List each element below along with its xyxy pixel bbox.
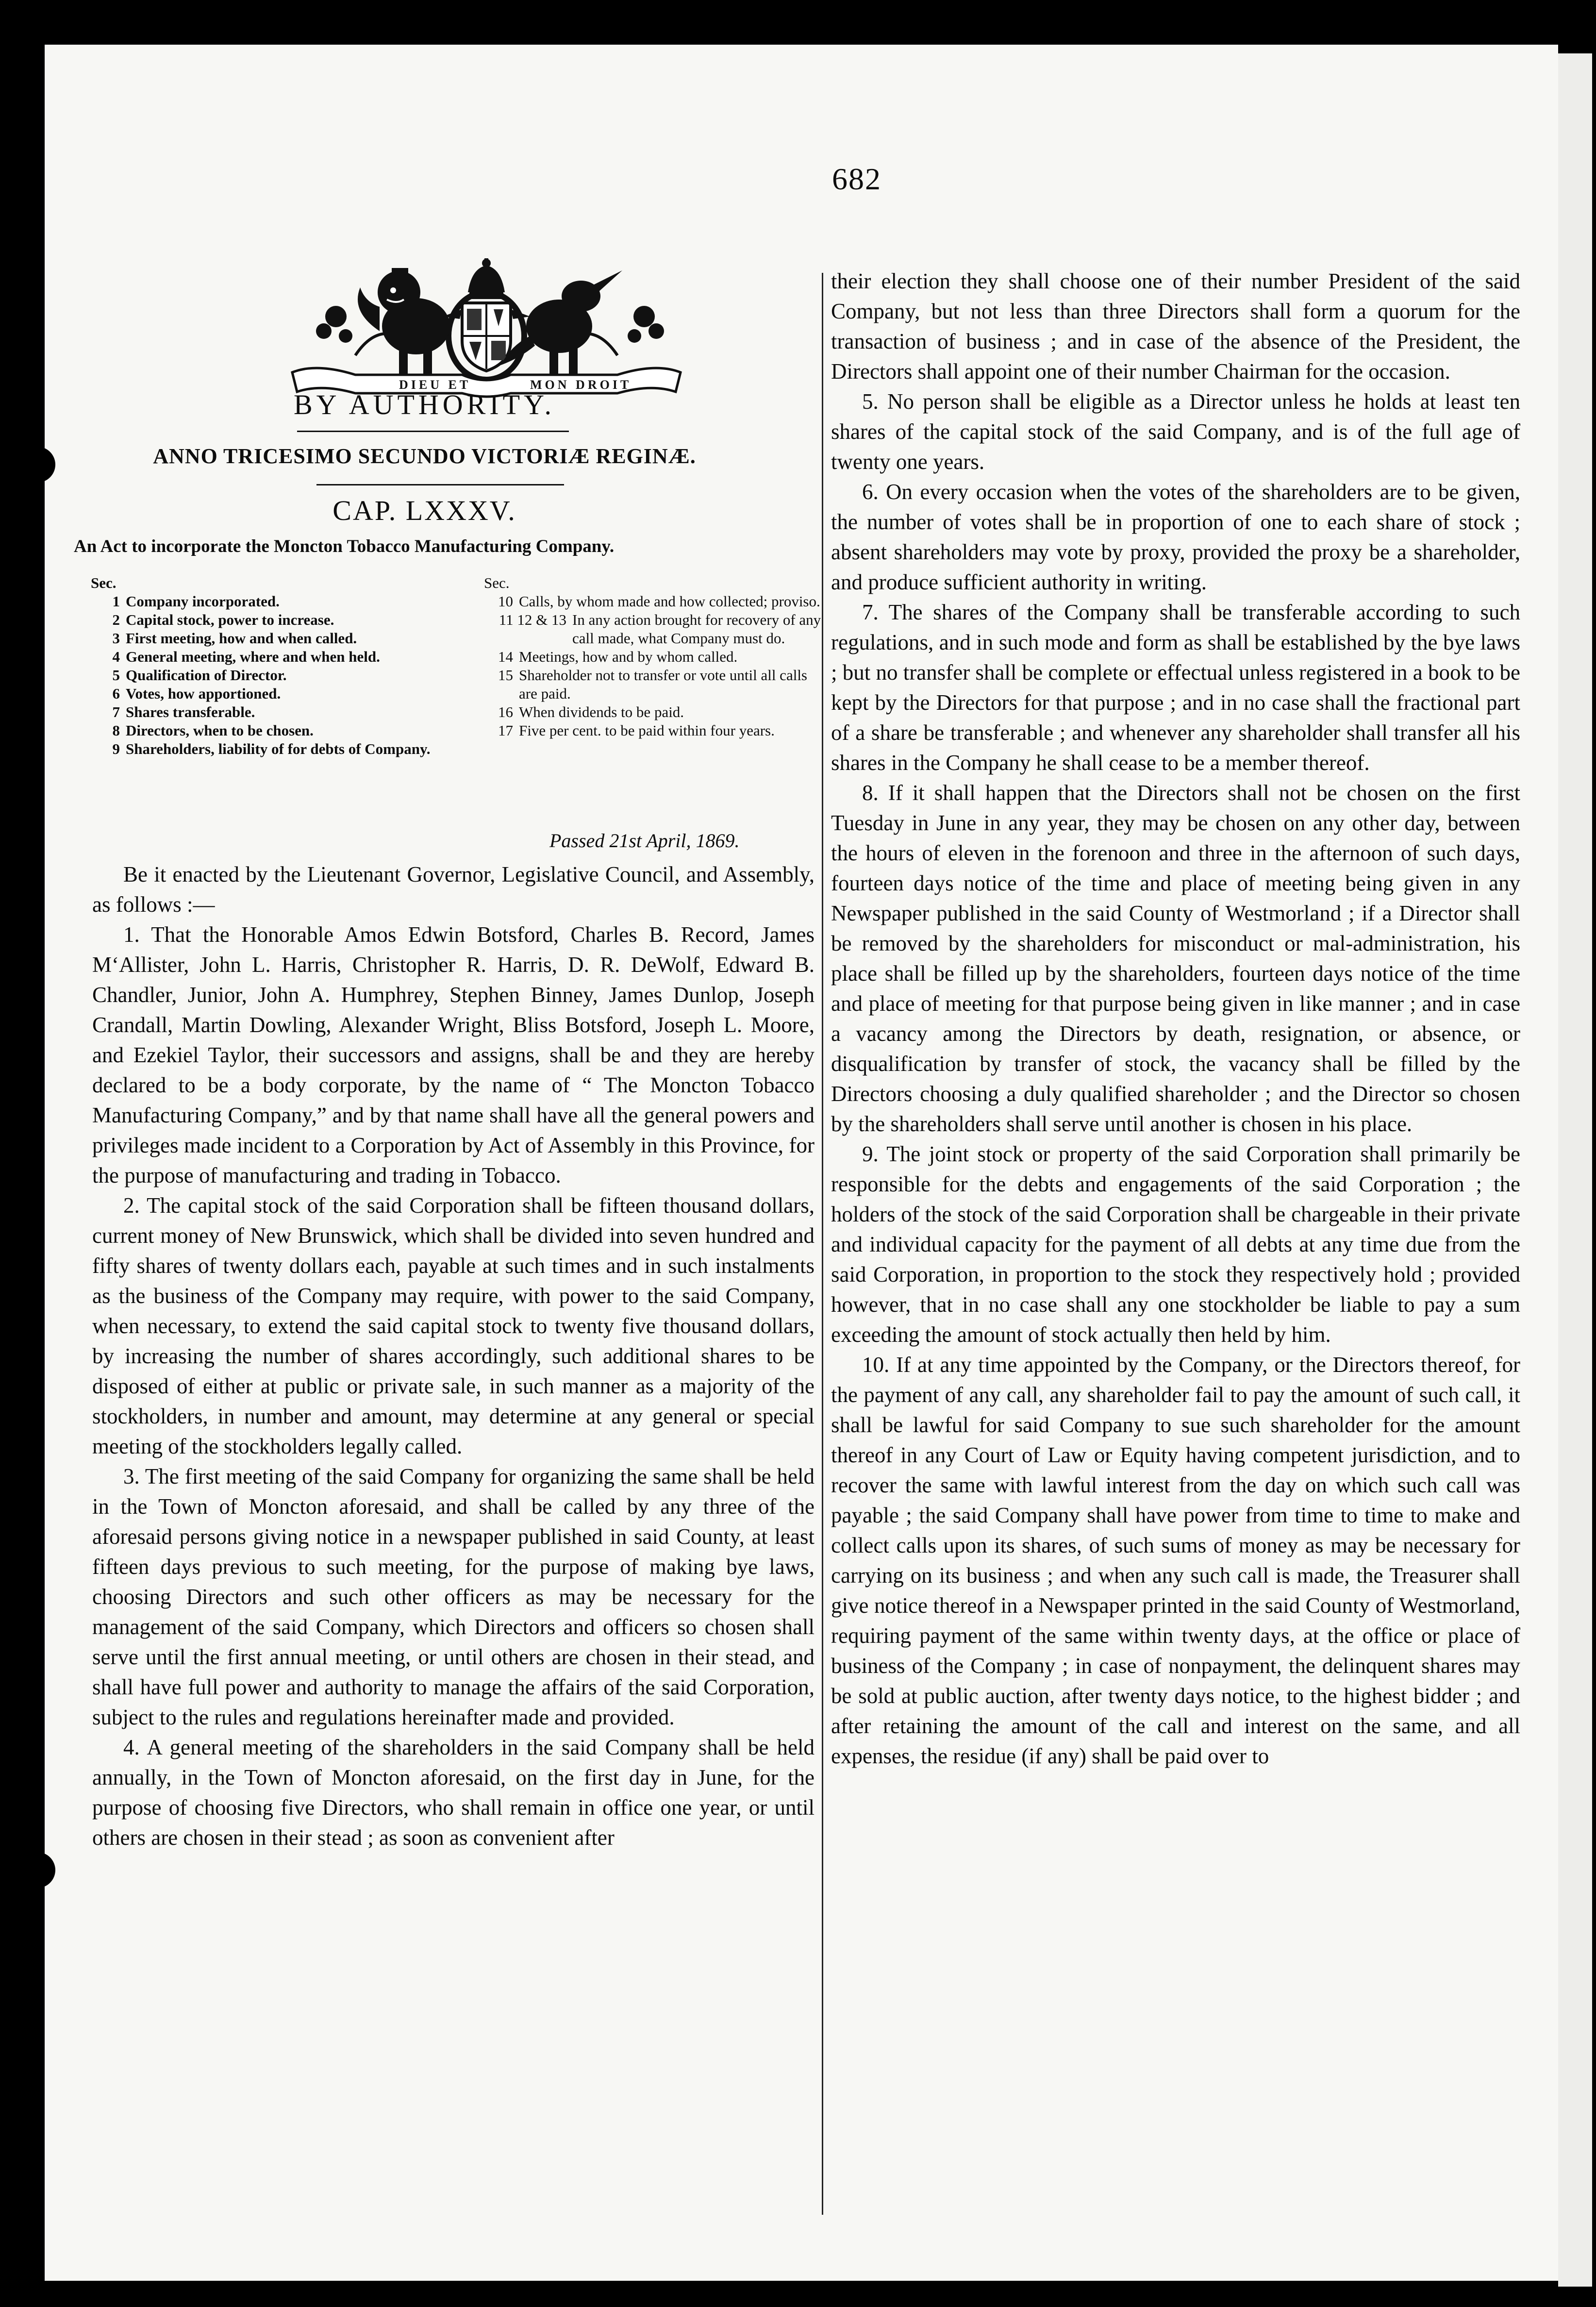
section-5: 5. No person shall be eligible as a Director unless he holds at least ten shares of the capital stock of the said Company, and is of the full age of twenty one years.: [831, 389, 1520, 474]
passed-date: Passed 21st April, 1869.: [549, 830, 740, 852]
punch-hole: [19, 447, 55, 483]
royal-coat-of-arms-icon: [278, 258, 695, 399]
section-index-item: 4 General meeting, where and when held.: [112, 648, 380, 665]
document-page: [45, 45, 1558, 2281]
section-index-item: 10 Calls, by whom made and how collected; proviso.: [498, 593, 820, 610]
section-index-item: 2 Capital stock, power to increase.: [112, 611, 334, 628]
section-index-item: 3 First meeting, how and when called.: [112, 630, 357, 647]
section-index-item: 1 Company incorporated.: [112, 593, 280, 610]
section-index-item: 7 Shares transferable.: [112, 703, 255, 720]
by-authority-heading: BY AUTHORITY.: [293, 389, 556, 420]
section-index-item: 6 Votes, how apportioned.: [112, 685, 281, 702]
section-index-item: 5 Qualification of Director.: [112, 667, 287, 684]
section-index-item: 17 Five per cent. to be paid within four years.: [498, 722, 775, 739]
section-index-item: 14 Meetings, how and by whom called.: [498, 648, 738, 665]
section-3: 3. The first meeting of the said Company for organizing the same shall be held in the Town of Moncton aforesaid, and shall be called by any three of the aforesaid persons giving notice in a newspaper published in said County, at least fifteen days previous to such meeting, for the purpose of making bye laws, choosing Directors and such other officers as may be necessary for the management of the said Company, which Directors and officers so chosen shall serve until the first annual meeting, or until others are chosen in their stead, and shall have full power and authority to manage the affairs of the said Corporation, subject to the rules and regulations hereinafter made and provided.: [92, 1464, 815, 1729]
section-index-item: 8 Directors, when to be chosen.: [112, 722, 314, 739]
page-edge-bleed: [1558, 53, 1592, 2287]
punch-hole: [19, 1852, 55, 1888]
column-divider: [822, 273, 823, 2215]
enacting-clause: Be it enacted by the Lieutenant Governor, Legislative Council, and Assembly, as follows :—: [92, 862, 815, 917]
section-4: 4. A general meeting of the shareholders in the said Company shall be held annually, in the Town of Moncton aforesaid, on the first day in June, for the purpose of choosing five Directors, who shall remain in office one year, or until others are chosen in their stead ; as soon as convenient after: [92, 1735, 815, 1850]
section-index-header: Sec.: [91, 574, 116, 591]
section-6: 6. On every occasion when the votes of the shareholders are to be given, the number of votes shall be in proportion of one to each share of stock ; absent shareholders may vote by proxy, provided the proxy be a shareholder, and produce sufficient authority in writing.: [831, 480, 1520, 594]
regnal-year-heading: ANNO TRICESIMO SECUNDO VICTORIÆ REGINÆ.: [153, 444, 696, 468]
section-1: 1. That the Honorable Amos Edwin Botsford, Charles B. Record, James M‘Allister, John L. Harris, Christopher R. Harris, D. R. DeWolf, Edward B. Chandler, Junior, John A. Humphrey, Stephen Binney, James Dunlop, Joseph Crandall, Martin Dowling, Alexander Wright, Bliss Botsford, Joseph L. Moore, and Ezekiel Taylor, their successors and assigns, shall be and they are hereby declared to be a body corporate, by the name of “ The Moncton Tobacco Manufacturing Company,” and by that name shall have all the general powers and privileges made incident to a Corporation by Act of Assembly in this Province, for the purpose of manufacturing and trading in Tobacco.: [92, 922, 815, 1187]
section-8: 8. If it shall happen that the Directors shall not be chosen on the first Tuesday in June in any year, they may be chosen on any other day, between the hours of eleven in the forenoon and three in the afternoon of such days, fourteen days notice of the time and place of meeting being given in any Newspaper published in the said County of Westmorland ; if a Director shall be removed by the shareholders for misconduct or mal-administration, his place shall be filled up by the shareholders, fourteen days notice of the time and place of meeting for that purpose being given in like manner ; and in case a vacancy among the Directors by death, resignation, or absence, or disqualification by transfer of stock, the vacancy shall be filled by the Directors choosing a duly qualified shareholder ; and the Director so chosen by the shareholders shall serve until another is chosen in his place.: [831, 781, 1520, 1136]
motto-left: DIEU ET: [399, 378, 471, 392]
page-number: 682: [832, 162, 881, 196]
section-index-item: 11 12 & 13 In any action brought for recovery of any call made, what Company must do.: [499, 611, 821, 647]
right-column: [831, 266, 1520, 1771]
section-index-item: 16 When dividends to be paid.: [498, 703, 684, 720]
section-2: 2. The capital stock of the said Corporation shall be fifteen thousand dollars, current money of New Brunswick, which shall be divided into seven hundred and fifty shares of twenty dollars each, payable at such times and in such instalments as the business of the Company may require, with power to the said Company, when necessary, to extend the said capital stock to twenty five thousand dollars, by increasing the number of shares accordingly, such additional shares to be disposed of either at public or private sale, in such manner as a majority of the stockholders, in number and amount, may determine at any general or special meeting of the stockholders legally called.: [92, 1193, 815, 1458]
section-index-right: [484, 574, 824, 740]
left-column: [92, 859, 815, 1853]
section-10: 10. If at any time appointed by the Company, or the Directors thereof, for the payment of any call, any shareholder fail to pay the amount of such call, it shall be lawful for said Company to sue such shareholder for the amount thereof in any Court of Law or Equity having competent jurisdiction, and to recover the same with lawful interest from the day on which such call was payable ; the said Company shall have power from time to time to make and collect calls upon its shares, of such sums of money as may be necessary for carrying on its business ; and when any such call is made, the Treasurer shall give notice thereof in a Newspaper printed in the said County of Westmorland, requiring payment of the same within twenty days, at the office or place of business of the Company ; in case of nonpayment, the delinquent shares may be sold at public auction, after twenty days notice, to the highest bidder ; and after retaining the amount of the call and interest on the same, and all expenses, the residue (if any) shall be paid over to: [831, 1353, 1520, 1768]
section-7: 7. The shares of the Company shall be transferable according to such regulations, and in such mode and form as shall be established by the bye laws ; but no transfer shall be complete or effectual unless registered in a book to be kept by the Directors for that purpose ; and in no case shall the fractional part of a share be transferable ; and whenever any shareholder shall transfer all his shares in the Company he shall cease to be a member thereof.: [831, 600, 1520, 775]
section-index-item: 9 Shareholders, liability of for debts of Company.: [112, 740, 431, 757]
section-index-item: 15 Shareholder not to transfer or vote until all calls are paid.: [498, 667, 807, 702]
chapter-heading: CAP. LXXXV.: [332, 495, 516, 526]
section-index-left: [91, 574, 474, 758]
motto-right: MON DROIT: [530, 378, 632, 392]
section-4-continued: their election they shall choose one of their number President of the said Company, but not less than three Directors shall form a quorum for the transaction of business ; and in case of the absence of the President, the Directors shall appoint one of their number Chairman for the occasion.: [831, 269, 1520, 384]
act-title: An Act to incorporate the Moncton Tobacco Manufacturing Company.: [74, 536, 615, 556]
section-9: 9. The joint stock or property of the said Corporation shall primarily be responsible for the debts and engagements of the said Corporation ; the holders of the stock of the said Corporation shall be chargeable in their private and individual capacity for the payment of all debts at any time due from the said Corporation, in proportion to the stock they respectively hold ; provided however, that in no case shall any one stockholder be liable to pay a sum exceeding the amount of stock actually then held by him.: [831, 1142, 1520, 1347]
heading-rule: [316, 484, 564, 485]
section-index-header: Sec.: [484, 574, 510, 591]
heading-rule: [297, 431, 569, 432]
